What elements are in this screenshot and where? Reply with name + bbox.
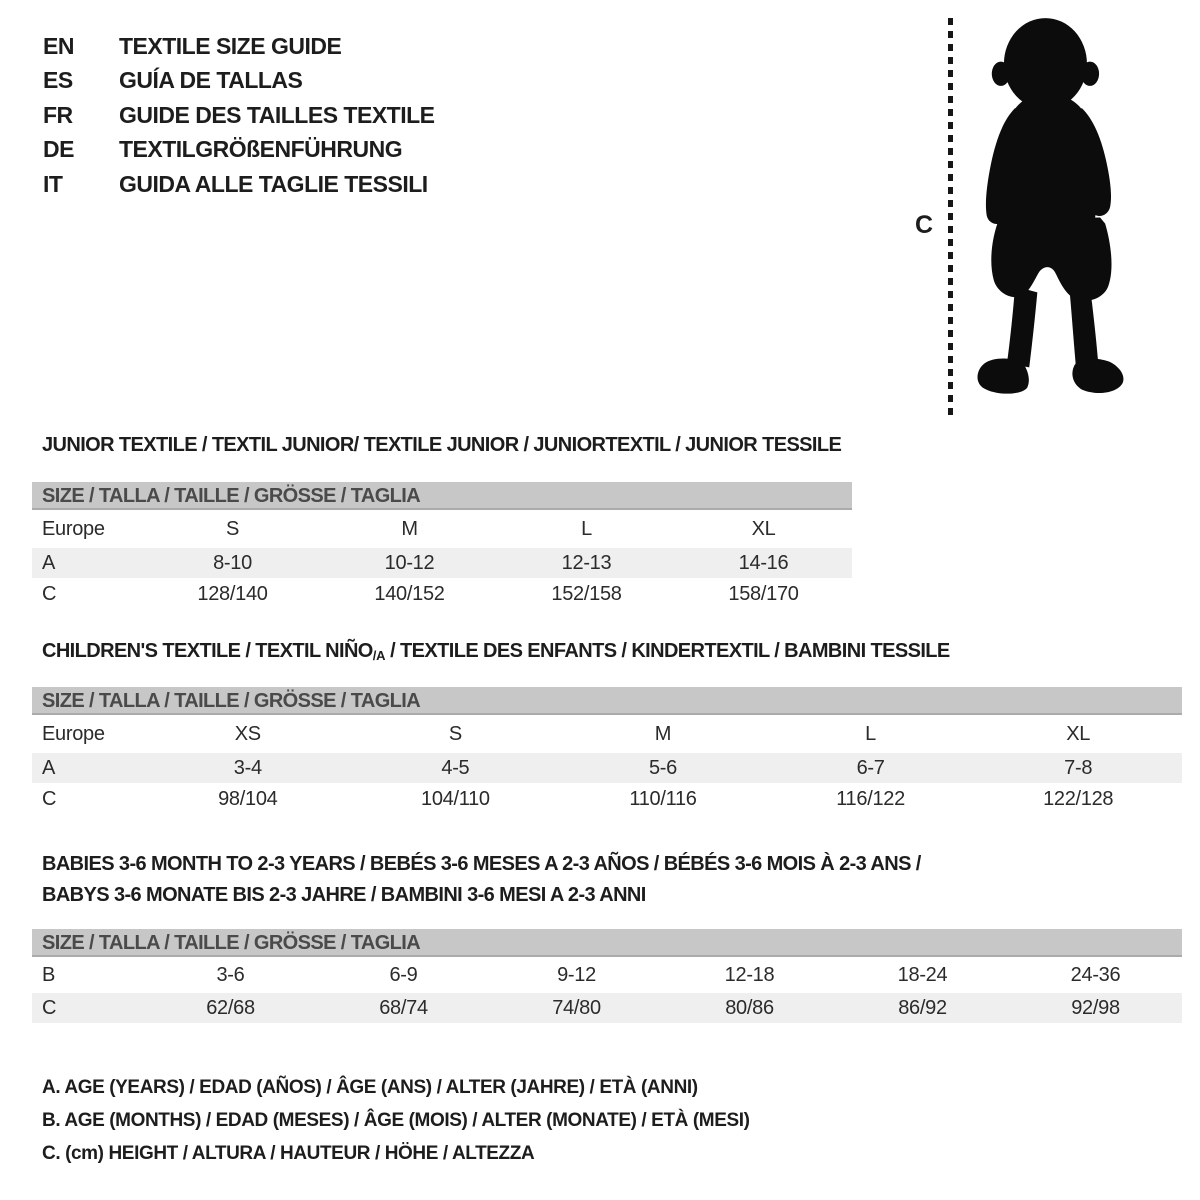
table-cell: 122/128 xyxy=(1043,788,1114,810)
legend-line-c: C. (cm) HEIGHT / ALTURA / HAUTEUR / HÖHE / ALTEZZA xyxy=(42,1143,535,1164)
children-title-sub: /A xyxy=(372,648,386,663)
table-cell: 128/140 xyxy=(197,583,268,605)
table-cell: 68/74 xyxy=(379,996,428,1019)
table-cell: M xyxy=(401,517,418,540)
babies-section-title xyxy=(42,849,921,911)
size-header-bar: SIZE / TALLA / TAILLE / GRÖSSE / TAGLIA xyxy=(32,687,1182,715)
table-cell: XL xyxy=(751,517,776,540)
table-cell: 92/98 xyxy=(1071,996,1120,1019)
table-cell: 12-18 xyxy=(724,963,775,986)
table-cell: 3-6 xyxy=(216,963,245,986)
legend-line-b: B. AGE (MONTHS) / EDAD (MESES) / ÂGE (MOIS) / ALTER (MONATE) / ETÀ (MESI) xyxy=(42,1110,750,1131)
table-cell: 152/158 xyxy=(551,583,622,605)
table-cell: 116/122 xyxy=(836,788,905,810)
table-cell: 7-8 xyxy=(1064,756,1093,779)
toddler-silhouette-icon xyxy=(962,11,1140,421)
table-row-age-months xyxy=(32,957,1182,993)
language-code: ES xyxy=(43,67,73,94)
language-row-de xyxy=(43,133,435,168)
babies-title-line2: BABYS 3-6 MONATE BIS 2-3 JAHRE / BAMBINI 3-6 MESI A 2-3 ANNI xyxy=(42,884,646,906)
children-title-main: CHILDREN'S TEXTILE / TEXTIL NIÑO xyxy=(42,640,373,662)
table-cell: M xyxy=(654,722,672,745)
table-cell: 10-12 xyxy=(384,551,435,574)
table-cell: 98/104 xyxy=(218,788,278,810)
language-row-it xyxy=(43,167,435,202)
table-row-age xyxy=(32,548,852,578)
junior-section-title: JUNIOR TEXTILE / TEXTIL JUNIOR/ TEXTILE JUNIOR / JUNIORTEXTIL / JUNIOR TESSILE xyxy=(42,434,842,456)
language-title: GUIDE DES TAILLES TEXTILE xyxy=(119,101,435,128)
table-row-europe xyxy=(32,510,852,548)
table-cell: 24-36 xyxy=(1070,963,1121,986)
table-cell: 86/92 xyxy=(898,996,947,1019)
language-code: EN xyxy=(43,32,74,59)
height-measure-label: C xyxy=(915,211,934,239)
table-cell: S xyxy=(225,517,240,540)
table-cell: 5-6 xyxy=(648,756,677,779)
language-title: GUIDA ALLE TAGLIE TESSILI xyxy=(119,170,428,197)
size-header-bar: SIZE / TALLA / TAILLE / GRÖSSE / TAGLIA xyxy=(32,929,1182,957)
table-cell: 3-4 xyxy=(233,756,262,779)
table-cell: 8-10 xyxy=(213,551,252,574)
height-measure-dashed-line xyxy=(948,18,953,416)
table-cell: 6-7 xyxy=(856,756,885,779)
table-cell: S xyxy=(448,722,462,745)
table-cell: 110/116 xyxy=(629,788,697,810)
table-cell: 80/86 xyxy=(725,996,774,1019)
table-cell: XS xyxy=(234,722,261,745)
language-code: FR xyxy=(43,101,73,128)
table-cell: L xyxy=(581,517,592,540)
language-row-en xyxy=(43,29,435,64)
language-row-es xyxy=(43,64,435,99)
table-row-europe xyxy=(32,715,1182,753)
table-row-height xyxy=(32,783,1182,816)
children-section-title xyxy=(42,640,950,667)
row-label: A xyxy=(42,756,56,779)
row-label: Europe xyxy=(42,722,105,745)
table-cell: 62/68 xyxy=(206,996,255,1019)
language-code: DE xyxy=(43,136,74,163)
language-row-fr xyxy=(43,98,435,133)
table-cell: L xyxy=(865,722,876,745)
table-cell: XL xyxy=(1066,722,1091,745)
table-row-height xyxy=(32,578,852,611)
language-title: TEXTILE SIZE GUIDE xyxy=(119,32,342,59)
table-cell: 9-12 xyxy=(557,963,596,986)
children-size-table xyxy=(32,687,1182,816)
junior-size-table xyxy=(32,482,852,611)
row-label: A xyxy=(42,551,56,574)
language-list xyxy=(43,29,435,202)
table-cell: 12-13 xyxy=(561,551,612,574)
table-row-height xyxy=(32,993,1182,1023)
row-label: C xyxy=(42,996,57,1019)
table-cell: 6-9 xyxy=(389,963,418,986)
table-cell: 74/80 xyxy=(552,996,601,1019)
babies-title-line1: BABIES 3-6 MONTH TO 2-3 YEARS / BEBÉS 3-6 MESES A 2-3 AÑOS / BÉBÉS 3-6 MOIS À 2-3 ANS / xyxy=(42,853,921,875)
table-cell: 104/110 xyxy=(421,788,490,810)
language-title: GUÍA DE TALLAS xyxy=(119,67,303,94)
row-label: C xyxy=(42,788,57,810)
children-title-rest: / TEXTILE DES ENFANTS / KINDERTEXTIL / BAMBINI TESSILE xyxy=(385,640,950,662)
language-code: IT xyxy=(43,170,63,197)
language-title: TEXTILGRÖßENFÜHRUNG xyxy=(119,136,403,163)
table-row-age xyxy=(32,753,1182,783)
table-cell: 4-5 xyxy=(441,756,470,779)
measurement-legend xyxy=(42,1071,750,1170)
table-cell: 140/152 xyxy=(374,583,445,605)
row-label: C xyxy=(42,583,57,605)
babies-size-table xyxy=(32,929,1182,1023)
row-label: Europe xyxy=(42,517,105,540)
legend-line-a: A. AGE (YEARS) / EDAD (AÑOS) / ÂGE (ANS) / ALTER (JAHRE) / ETÀ (ANNI) xyxy=(42,1077,698,1098)
row-label: B xyxy=(42,963,56,986)
table-cell: 14-16 xyxy=(738,551,789,574)
size-header-bar: SIZE / TALLA / TAILLE / GRÖSSE / TAGLIA xyxy=(32,482,852,510)
table-cell: 158/170 xyxy=(728,583,799,605)
table-cell: 18-24 xyxy=(897,963,948,986)
